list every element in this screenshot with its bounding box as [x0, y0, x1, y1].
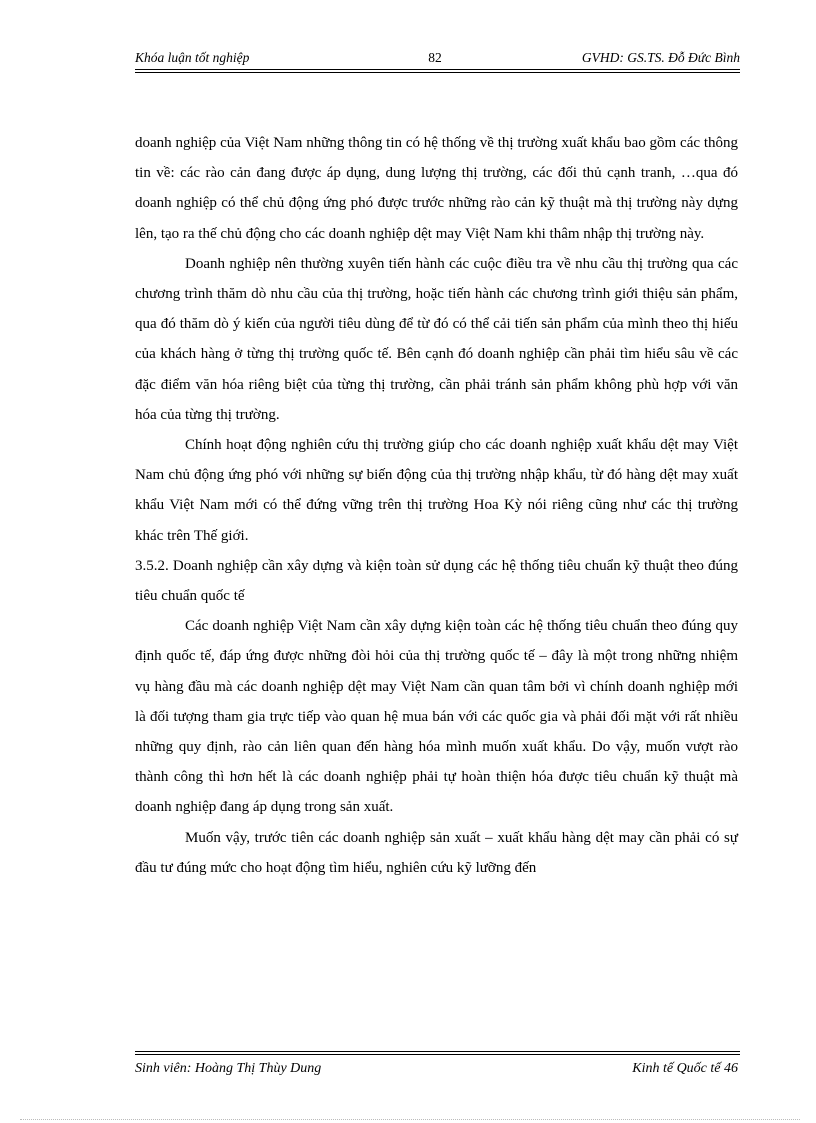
document-body: [135, 128, 738, 883]
footer-rule: [135, 1051, 740, 1055]
section-heading: 3.5.2. Doanh nghiệp cần xây dựng và kiện toàn sử dụng các hệ thống tiêu chuẩn kỹ thuật theo đúng tiêu chuẩn quốc tế: [135, 557, 738, 605]
paragraph-continued: doanh nghiệp của Việt Nam những thông tin có hệ thống về thị trường xuất khẩu bao gồm các thông tin về: các rào cản đang được áp dụng, dung lượng thị trường, các đối thủ cạnh tranh, …qua đó doanh nghiệp có thể chủ động ứng phó được trước những rào cản kỹ thuật mà thị trường này dựng lên, tạo ra thế chủ động cho các doanh nghiệp dệt may Việt Nam khi thâm nhập thị trường này.: [135, 135, 738, 242]
page-footer: [135, 1059, 740, 1079]
paragraph: Chính hoạt động nghiên cứu thị trường giúp cho các doanh nghiệp xuất khẩu dệt may Việt Nam chủ động ứng phó với những sự biến động của thị trường nhập khẩu, từ đó hàng dệt may xuất khẩu Việt Nam mới có thể đứng vững trên thị trường Hoa Kỳ nói riêng cũng như các thị trường khác trên Thế giới.: [135, 437, 738, 544]
footer-student: Sinh viên: Hoàng Thị Thùy Dung: [135, 1061, 322, 1076]
header-thesis-label: Khóa luận tốt nghiệp: [135, 50, 250, 65]
paragraph: Doanh nghiệp nên thường xuyên tiến hành các cuộc điều tra về nhu cầu thị trường qua các chương trình thăm dò nhu cầu của thị trường, hoặc tiến hành các chương trình giới thiệu sản phẩm, qua đó thăm dò ý kiến của người tiêu dùng để từ đó có thể cải tiến sản phẩm của mình theo thị hiếu của khách hàng ở từng thị trường quốc tế. Bên cạnh đó doanh nghiệp cần phải tìm hiểu sâu về các đặc điểm văn hóa riêng biệt của từng thị trường, cần phải tránh sản phẩm không phù hợp với văn hóa của từng thị trường.: [135, 255, 738, 423]
paragraph: Muốn vậy, trước tiên các doanh nghiệp sản xuất – xuất khẩu hàng dệt may cần phải có sự đầu tư đúng mức cho hoạt động tìm hiểu, nghiên cứu kỹ lưỡng đến: [135, 829, 738, 876]
page-header: [135, 48, 740, 68]
footer-class: Kinh tế Quốc tế 46: [632, 1061, 738, 1076]
paragraph: Các doanh nghiệp Việt Nam cần xây dựng kiện toàn các hệ thống tiêu chuẩn theo đúng quy định quốc tế, đáp ứng được những đòi hỏi của thị trường quốc tế – đây là một trong những nhiệm vụ hàng đầu mà các doanh nghiệp dệt may Việt Nam cần quan tâm bởi vì chính doanh nghiệp mới là đối tượng tham gia trực tiếp vào quan hệ mua bán với các quốc gia và phải đối mặt với rất nhiều những quy định, rào cản liên quan đến hàng hóa mình muốn xuất khẩu. Do vậy, muốn vượt rào thành công thì hơn hết là các doanh nghiệp phải tự hoàn thiện hóa được tiêu chuẩn kỹ thuật mà doanh nghiệp đang áp dụng trong sản xuất.: [135, 618, 738, 816]
header-rule: [135, 69, 740, 73]
page-edge-divider: [20, 1119, 800, 1120]
header-supervisor: GVHD: GS.TS. Đỗ Đức Bình: [581, 50, 740, 65]
page-number: 82: [428, 50, 442, 65]
